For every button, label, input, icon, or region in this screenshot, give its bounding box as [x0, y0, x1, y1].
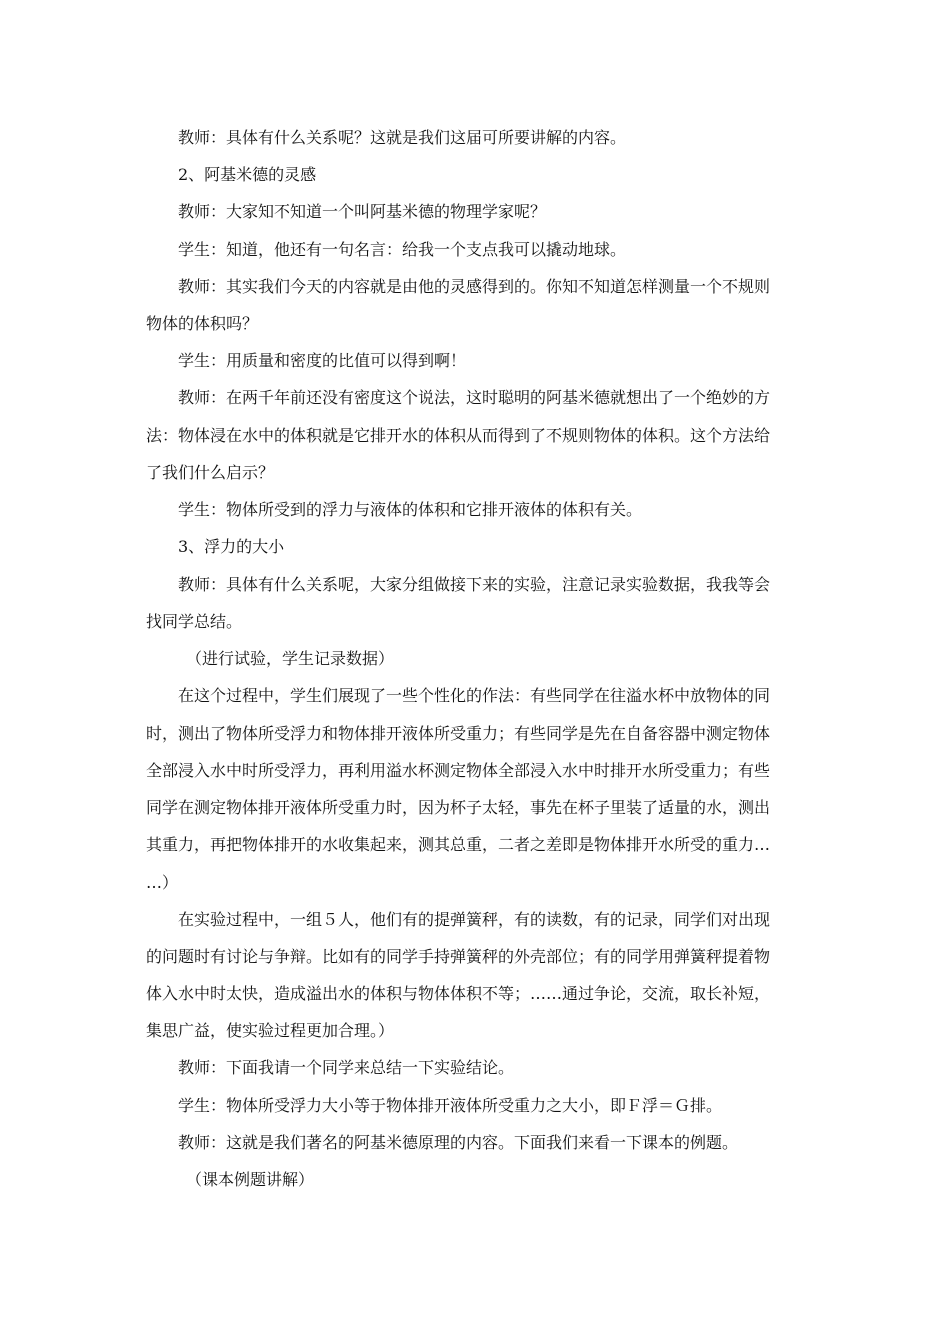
paragraph-line: 全部浸入水中时所受浮力，再利用溢水杯测定物体全部浸入水中时排开水所受重力；有些	[146, 761, 771, 780]
section-heading: 2、阿基米德的灵感	[178, 165, 317, 184]
paragraph-line: 学生：知道，他还有一句名言：给我一个支点我可以撬动地球。	[178, 240, 627, 259]
paragraph-line: 的问题时有讨论与争辩。比如有的同学手持弹簧秤的外壳部位；有的同学用弹簧秤提着物	[146, 947, 771, 966]
paragraph-line: 同学在测定物体排开液体所受重力时，因为杯子太轻，事先在杯子里装了适量的水，测出	[146, 798, 771, 817]
paragraph-line: （课本例题讲解）	[186, 1170, 315, 1189]
paragraph-line: 物体的体积吗？	[146, 314, 259, 333]
paragraph-line: 学生：用质量和密度的比值可以得到啊！	[178, 351, 467, 370]
paragraph-line: （进行试验，学生记录数据）	[186, 649, 395, 668]
paragraph-line: 了我们什么启示？	[146, 463, 275, 482]
paragraph-line: 在实验过程中，一组５人，他们有的提弹簧秤，有的读数，有的记录，同学们对出现	[178, 910, 771, 929]
paragraph-line: 学生：物体所受到的浮力与液体的体积和它排开液体的体积有关。	[178, 500, 643, 519]
paragraph-line: 在这个过程中，学生们展现了一些个性化的作法：有些同学在往溢水杯中放物体的同	[178, 686, 771, 705]
paragraph-line: 教师：具体有什么关系呢？这就是我们这届可所要讲解的内容。	[178, 128, 627, 147]
paragraph-line: 时，测出了物体所受浮力和物体排开液体所受重力；有些同学是先在自备容器中测定物体	[146, 724, 771, 743]
paragraph-line: 教师：其实我们今天的内容就是由他的灵感得到的。你知不知道怎样测量一个不规则	[178, 277, 771, 296]
paragraph-line: 教师：在两千年前还没有密度这个说法，这时聪明的阿基米德就想出了一个绝妙的方	[178, 388, 771, 407]
paragraph-line: 集思广益，使实验过程更加合理。）	[146, 1021, 395, 1040]
paragraph-line: 教师：下面我请一个同学来总结一下实验结论。	[178, 1058, 515, 1077]
paragraph-line: 学生：物体所受浮力大小等于物体排开液体所受重力之大小，即Ｆ浮＝Ｇ排。	[178, 1096, 723, 1115]
paragraph-line: 教师：具体有什么关系呢，大家分组做接下来的实验，注意记录实验数据，我我等会	[178, 575, 771, 594]
paragraph-line: 体入水中时太快，造成溢出水的体积与物体体积不等；……通过争论，交流，取长补短，	[146, 984, 771, 1003]
paragraph-line: 教师：这就是我们著名的阿基米德原理的内容。下面我们来看一下课本的例题。	[178, 1133, 739, 1152]
section-heading: 3、浮力的大小	[178, 537, 285, 556]
paragraph-line: 法：物体浸在水中的体积就是它排开水的体积从而得到了不规则物体的体积。这个方法给	[146, 426, 771, 445]
paragraph-line: 教师：大家知不知道一个叫阿基米德的物理学家呢？	[178, 202, 547, 221]
paragraph-line: 找同学总结。	[146, 612, 243, 631]
paragraph-line: …）	[146, 873, 179, 892]
paragraph-line: 其重力，再把物体排开的水收集起来，测其总重，二者之差即是物体排开水所受的重力…	[146, 835, 771, 854]
